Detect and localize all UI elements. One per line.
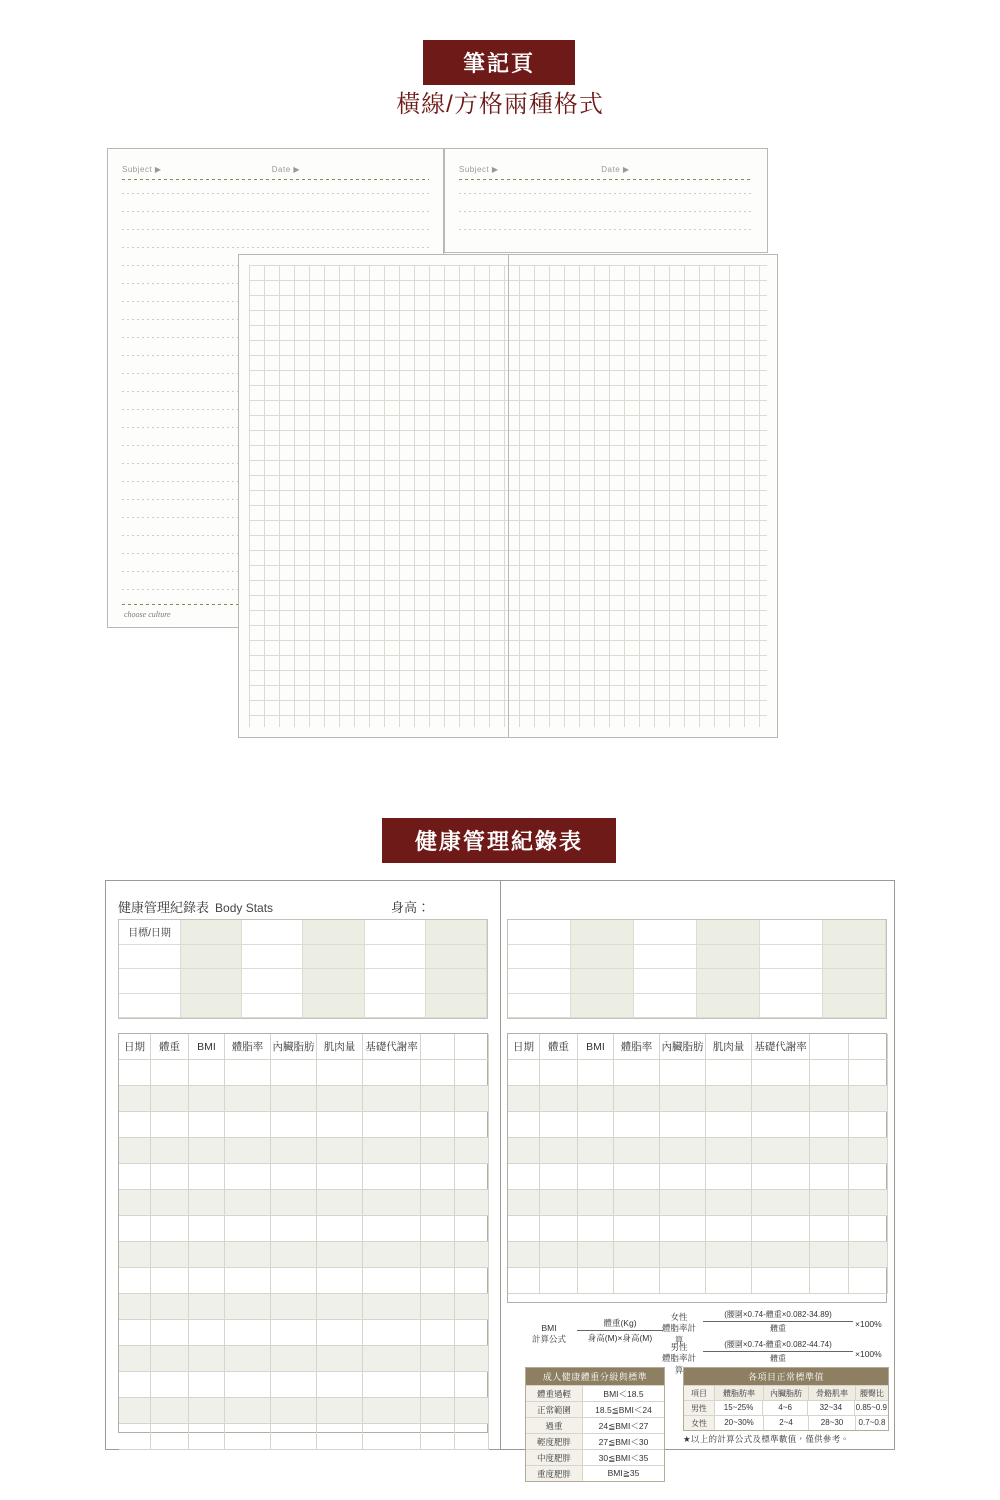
bmi-classification-title: 成人健康體重分級與標準 xyxy=(526,1368,664,1385)
body-fat-formula-female: 女性 體脂率計算 (腰圍×0.74-體重×0.082-34.89) 體重 ×100% xyxy=(661,1310,882,1345)
table-row: 中度肥胖 30≦BMI＜35 xyxy=(526,1449,664,1465)
table-header-row: 項目 體脂肪率 內臟脂肪 骨骼肌率 腰臀比 xyxy=(684,1385,888,1400)
notes-section-banner: 筆記頁 xyxy=(423,40,575,85)
height-field-label: 身高： xyxy=(391,900,431,915)
health-sheet-title-zh: 健康管理紀錄表 xyxy=(118,900,210,915)
bmi-classification-table xyxy=(525,1367,665,1482)
table-row: 輕度肥胖 27≦BMI＜30 xyxy=(526,1433,664,1449)
health-sheet-left-page xyxy=(106,881,501,1449)
page-top-rule xyxy=(122,179,429,180)
bmi-formula-fraction xyxy=(577,1317,663,1344)
lined-notebook-page-right xyxy=(444,148,768,253)
col-header: 肌肉量 xyxy=(317,1034,363,1060)
page-bottom-rule xyxy=(122,604,242,605)
col-header xyxy=(421,1034,455,1060)
standard-values-table xyxy=(683,1367,889,1431)
table-row: 正常範圍 18.5≦BMI＜24 xyxy=(526,1401,664,1417)
table-row: 過重 24≦BMI＜27 xyxy=(526,1417,664,1433)
page-top-rule xyxy=(459,179,753,180)
grid-notebook-page xyxy=(238,254,778,738)
col-header: 日期 xyxy=(508,1034,540,1060)
health-section-banner: 健康管理紀錄表 xyxy=(382,818,616,863)
body-fat-formulas xyxy=(659,1309,889,1375)
body-stats-table-left xyxy=(118,1033,488,1433)
reference-footnote: ★以上的計算公式及標準數值，僅供參考。 xyxy=(683,1434,850,1444)
col-header: BMI xyxy=(578,1034,614,1060)
subject-label: Subject ▶ xyxy=(122,165,162,174)
col-header: 體重 xyxy=(540,1034,578,1060)
goal-date-table xyxy=(118,919,488,1019)
col-header: BMI xyxy=(189,1034,225,1060)
health-record-sheet xyxy=(105,880,895,1479)
col-header: 肌肉量 xyxy=(706,1034,752,1060)
table-row: 重度肥胖 BMI≧35 xyxy=(526,1465,664,1481)
page-meta-row xyxy=(459,165,753,174)
body-stats-table-right xyxy=(507,1033,887,1303)
col-header: 體脂率 xyxy=(225,1034,271,1060)
bmi-denominator: 身高(M)×身高(M) xyxy=(587,1333,653,1343)
page-spread-divider xyxy=(508,255,509,737)
notes-section-subtitle: 橫線/方格兩種格式 xyxy=(396,91,604,118)
col-header: 日期 xyxy=(119,1034,151,1060)
table-row: 體重過輕 BMI＜18.5 xyxy=(526,1385,664,1401)
goal-date-table-continued xyxy=(507,919,887,1019)
col-header xyxy=(810,1034,849,1060)
formula-reference-area xyxy=(507,1309,889,1479)
col-header: 體重 xyxy=(151,1034,189,1060)
date-label: Date ▶ xyxy=(601,165,630,174)
brand-mark: choose culture xyxy=(124,610,171,619)
bmi-numerator: 體重(Kg) xyxy=(577,1317,663,1331)
health-sheet-right-page xyxy=(501,881,896,1479)
date-label: Date ▶ xyxy=(271,165,301,174)
table-row: 女性 20~30% 2~4 28~30 0.7~0.8 xyxy=(684,1415,888,1430)
subject-label: Subject ▶ xyxy=(459,165,499,174)
col-header: 體脂率 xyxy=(614,1034,660,1060)
page-meta-row xyxy=(122,165,429,174)
col-header: 內臟脂肪 xyxy=(660,1034,706,1060)
col-header: 基礎代謝率 xyxy=(363,1034,421,1060)
table-row: 男性 15~25% 4~6 32~34 0.85~0.9 xyxy=(684,1400,888,1415)
col-header: 基礎代謝率 xyxy=(752,1034,810,1060)
health-sheet-title-en: Body Stats xyxy=(215,901,274,915)
goal-date-header: 目標/日期 xyxy=(119,920,181,945)
page-ruled-lines xyxy=(459,193,753,226)
body-fat-formula-male: 男性 體脂率計算 (腰圍×0.74-體重×0.082-44.74) 體重 ×100% xyxy=(661,1340,882,1375)
col-header xyxy=(849,1034,888,1060)
bmi-formula-label: BMI 計算公式 xyxy=(531,1323,566,1345)
col-header: 內臟脂肪 xyxy=(271,1034,317,1060)
health-sheet-title xyxy=(118,897,273,916)
col-header xyxy=(455,1034,489,1060)
standard-values-title: 各項目正常標準值 xyxy=(684,1368,888,1385)
